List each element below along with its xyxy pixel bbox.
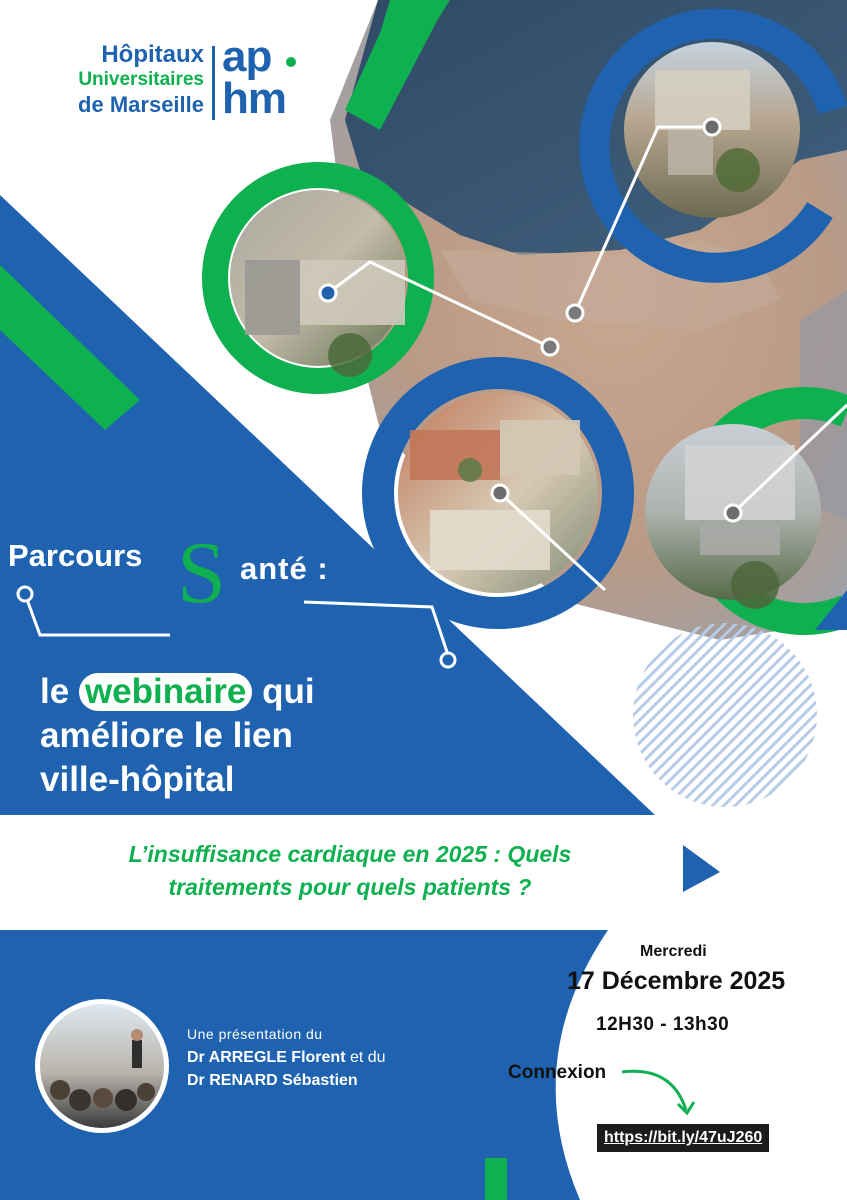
subtitle-line-2: traitements pour quels patients ? xyxy=(168,874,532,900)
title-main xyxy=(40,670,315,802)
title-parcours: Parcours xyxy=(8,538,143,573)
aphm-mark-bottom: hm xyxy=(222,74,286,123)
logo-line-1: Hôpitaux xyxy=(101,41,204,68)
green-bar-bottom xyxy=(485,1158,507,1200)
presenter-doctor-1: Dr ARREGLE Florent xyxy=(187,1049,346,1066)
logo-dot xyxy=(286,57,296,67)
aphm-mark xyxy=(222,32,286,123)
presenter-doctor-2-line xyxy=(187,1069,386,1092)
striped-circle xyxy=(633,623,817,807)
event-day: Mercredi xyxy=(640,943,707,960)
presenter-photo xyxy=(35,999,169,1133)
presenter-info xyxy=(187,1023,386,1092)
title-main-line-1 xyxy=(40,670,315,714)
logo-line-2: Universitaires xyxy=(78,69,204,90)
title-ante: anté : xyxy=(240,551,329,586)
photo-circle-left xyxy=(215,175,421,381)
connexion-arrow-icon xyxy=(622,1071,686,1110)
event-time: 12H30 - 13h30 xyxy=(596,1014,730,1035)
presenter-intro: Une présentation du xyxy=(187,1026,323,1042)
title-main-prefix: le xyxy=(40,672,70,711)
title-main-line-2: améliore le lien xyxy=(40,716,293,755)
presenter-doctor-2: Dr RENARD Sébastien xyxy=(187,1072,358,1089)
title-main-line-3: ville-hôpital xyxy=(40,760,235,799)
subtitle xyxy=(40,838,660,904)
logo-line-3: de Marseille xyxy=(78,92,204,117)
connexion-label: Connexion xyxy=(508,1062,607,1083)
title-letter-s: S xyxy=(177,525,226,622)
event-date: 17 Décembre 2025 xyxy=(567,967,786,995)
logo-divider xyxy=(212,46,215,120)
presenter-joiner: et du xyxy=(349,1049,386,1066)
logo-text xyxy=(56,42,204,117)
subtitle-line-1: L’insuffisance cardiaque en 2025 : Quels xyxy=(128,841,572,867)
connexion-link[interactable]: https://bit.ly/47uJ260 xyxy=(597,1124,769,1152)
title-main-suffix: qui xyxy=(262,672,315,711)
presenter-doctor-1-line xyxy=(187,1046,386,1069)
webinaire-highlight: webinaire xyxy=(79,673,252,711)
aphm-mark-top: ap xyxy=(222,32,272,81)
triangle-arrow-icon xyxy=(683,845,720,892)
